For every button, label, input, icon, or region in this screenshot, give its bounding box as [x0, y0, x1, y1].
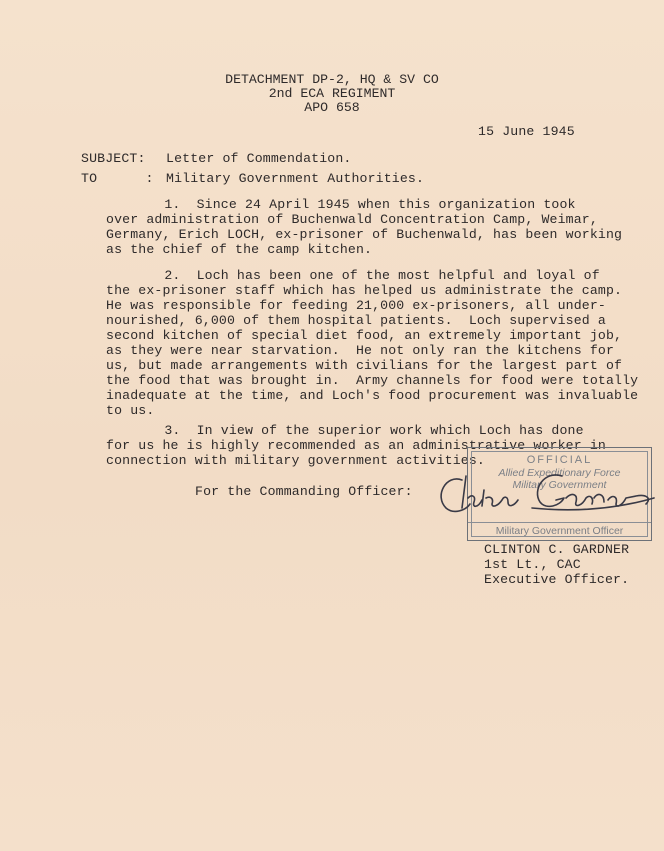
paragraph-line: nourished, 6,000 of them hospital patients. Loch supervised a — [106, 313, 606, 328]
stamp-line-1: Allied Expeditionary Force — [498, 467, 621, 479]
paragraph-line: the food that was brought in. Army channels for food were totally — [106, 373, 639, 388]
paragraph-line: as they were near starvation. He not only ran the kitchens for — [106, 343, 615, 358]
stamp-title: OFFICIAL — [526, 454, 593, 466]
paragraph-line: second kitchen of special diet food, an extremely important job, — [106, 328, 623, 343]
paragraph-line: He was responsible for feeding 21,000 ex-prisoners, all under- — [106, 298, 606, 313]
letterhead-apo: APO 658 — [304, 100, 360, 115]
signature — [432, 468, 662, 520]
paragraph-line: 3. In view of the superior work which Loch has done — [124, 423, 584, 438]
letter-date: 15 June 1945 — [478, 124, 575, 139]
stamp-footer: Military Government Officer — [468, 522, 651, 537]
closing-line: For the Commanding Officer: — [195, 484, 413, 499]
paragraph-line: connection with military government activities. — [106, 453, 485, 468]
paragraph-line: to us. — [106, 403, 155, 418]
letterhead-regiment: 2nd ECA REGIMENT — [268, 86, 396, 101]
paragraph-line: 1. Since 24 April 1945 when this organization took — [124, 197, 576, 212]
letterhead-unit: DETACHMENT DP-2, HQ & SV CO — [225, 72, 439, 87]
subject-label: SUBJECT: — [81, 151, 146, 166]
paragraph-line: Germany, Erich LOCH, ex-prisoner of Buchenwald, has been working — [106, 227, 623, 242]
letterhead — [0, 73, 664, 115]
signatory-title: Executive Officer. — [484, 572, 630, 587]
paragraph-line: as the chief of the camp kitchen. — [106, 242, 373, 257]
signature-stroke — [537, 475, 564, 506]
paragraph-line: for us he is highly recommended as an administrative worker in — [106, 438, 606, 453]
signature-stroke — [462, 476, 518, 508]
paragraph-line: us, but made arrangements with civilians for the largest part of — [106, 358, 623, 373]
signatory-name: CLINTON C. GARDNER — [484, 542, 630, 557]
paragraph-line: 2. Loch has been one of the most helpful and loyal of — [124, 268, 600, 283]
stamp-line-2: Military Government — [512, 479, 607, 491]
paragraph-line: the ex-prisoner staff which has helped us administrate the camp. — [106, 283, 623, 298]
to-value: Military Government Authorities. — [166, 171, 425, 186]
paragraph-line: over administration of Buchenwald Concentration Camp, Weimar, — [106, 212, 598, 227]
to-label: TO : — [81, 171, 154, 186]
paragraph-line: inadequate at the time, and Loch's food procurement was invaluable — [106, 388, 639, 403]
signature-stroke — [566, 495, 648, 506]
subject-value: Letter of Commendation. — [166, 151, 352, 166]
signatory-rank: 1st Lt., CAC — [484, 557, 581, 572]
